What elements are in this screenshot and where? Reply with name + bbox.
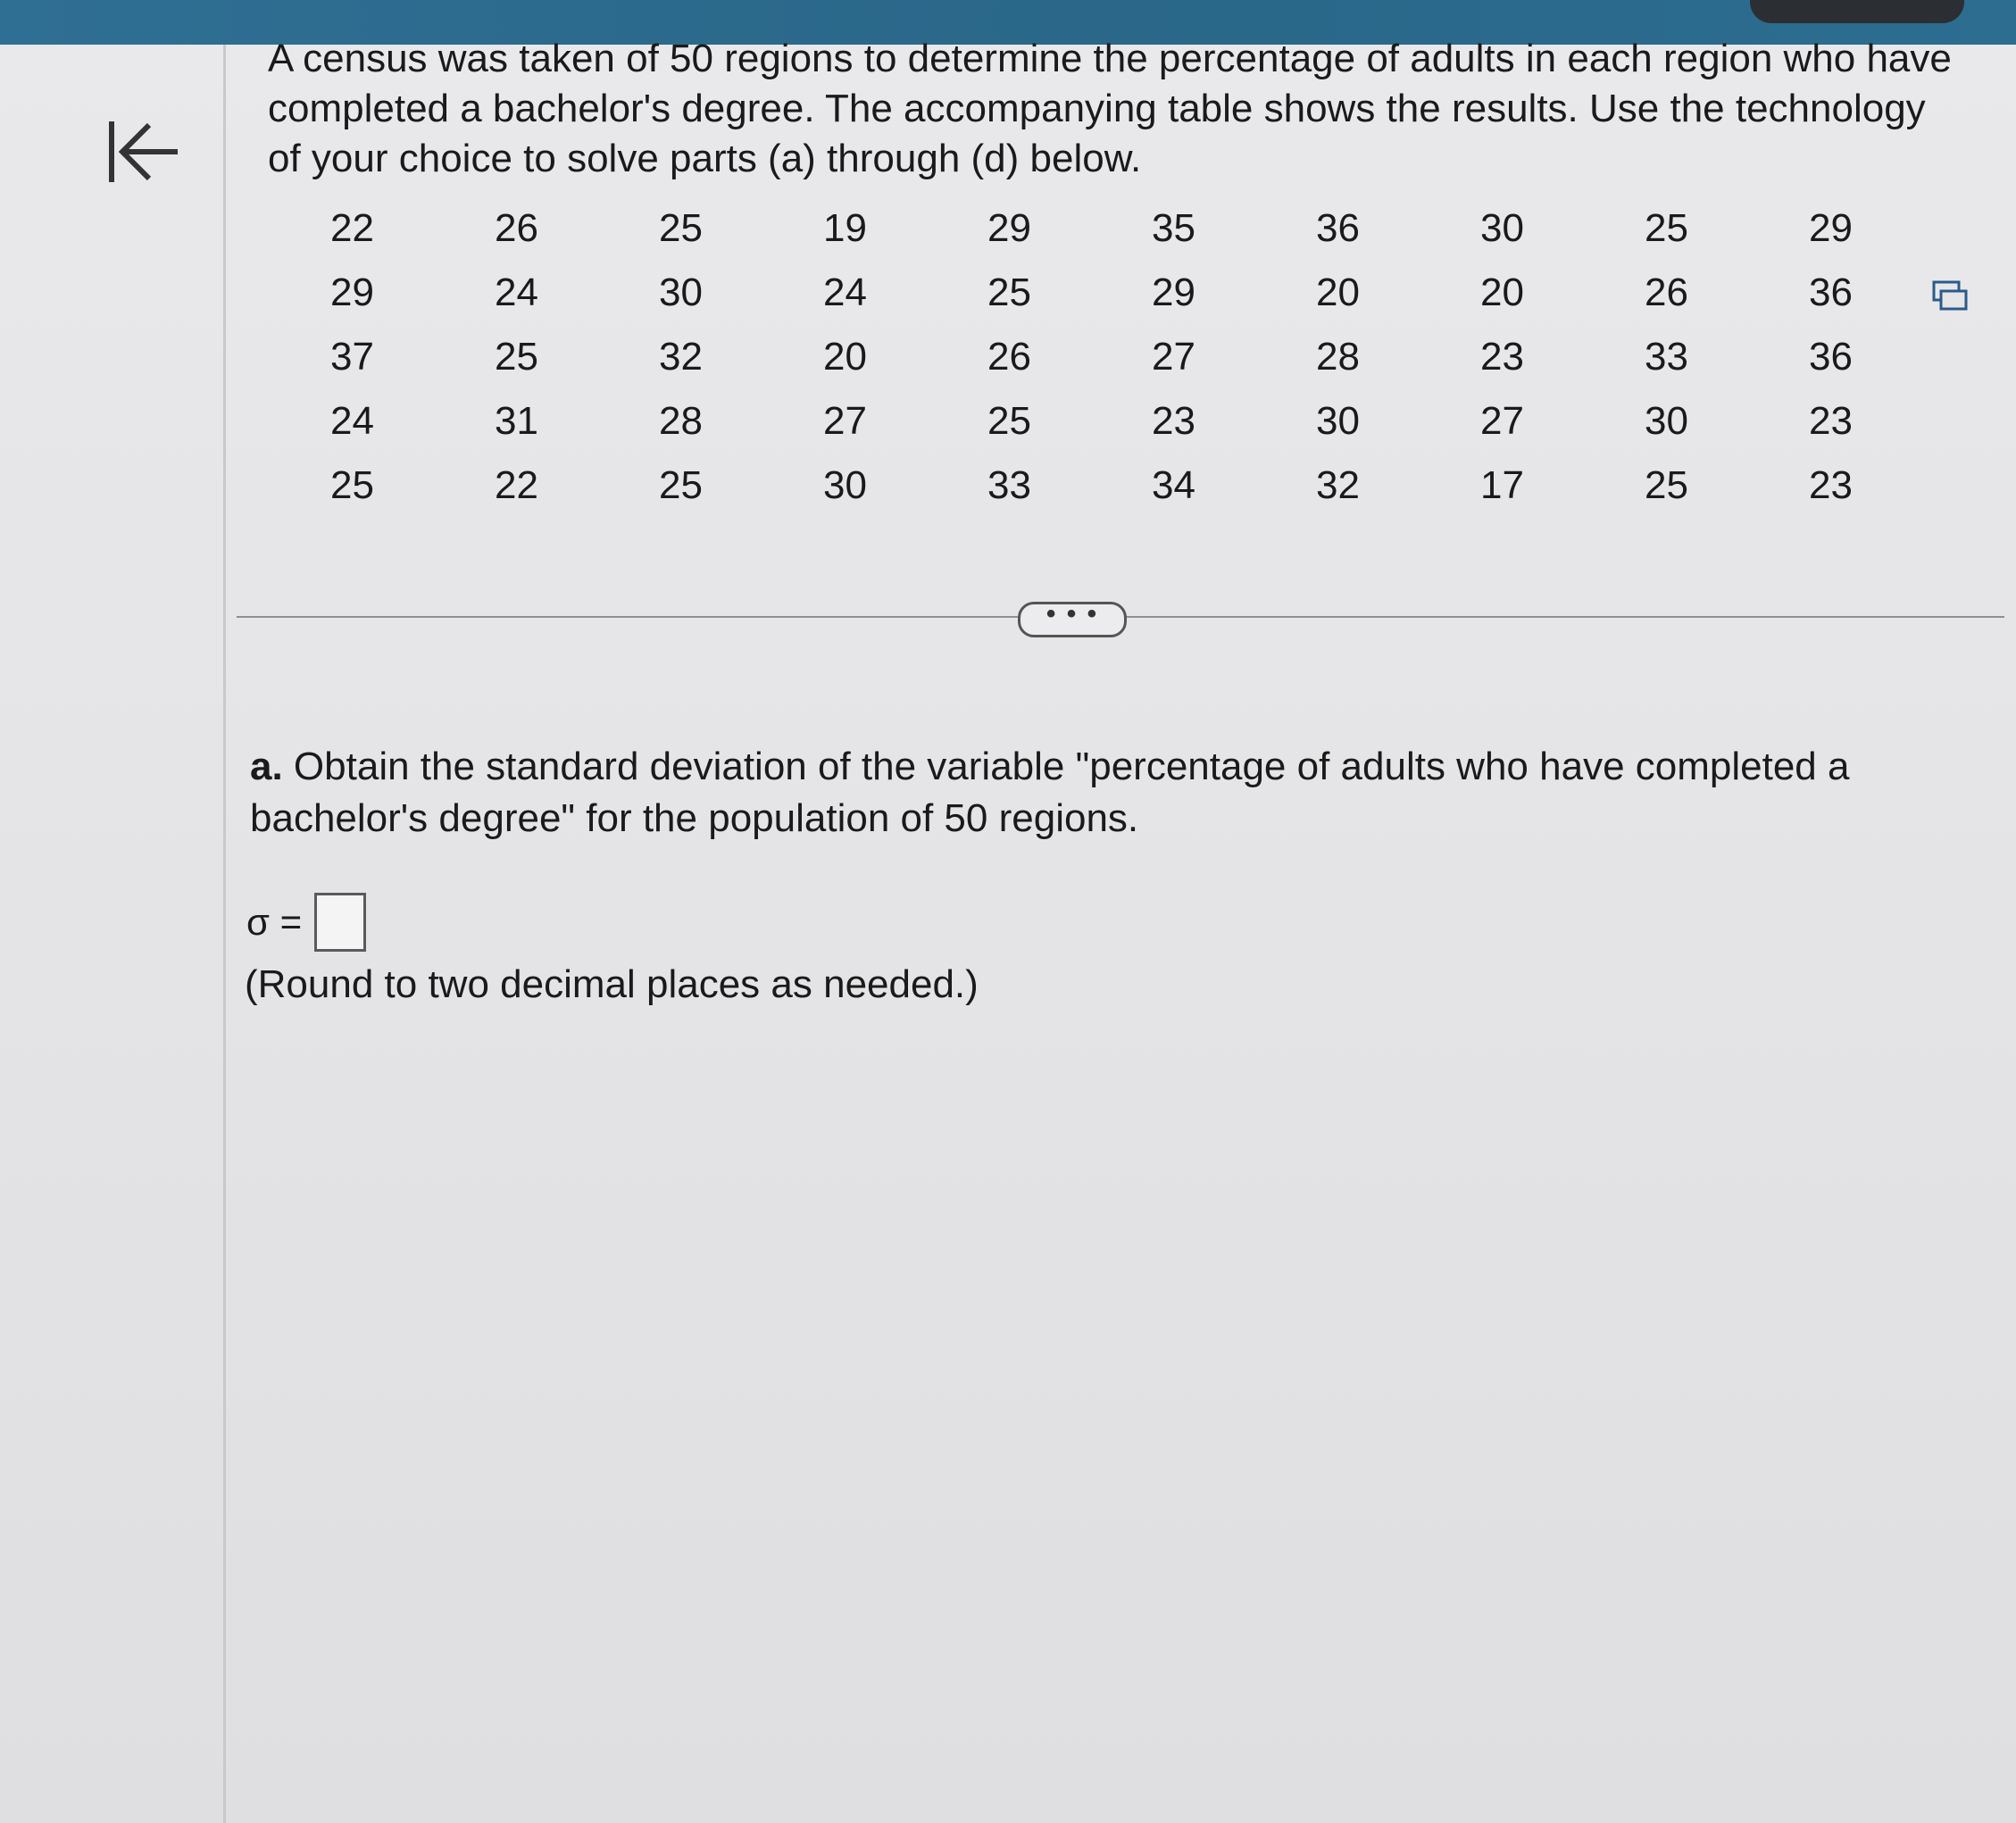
table-cell: 25 — [330, 463, 374, 507]
table-cell: 30 — [1480, 206, 1524, 250]
table-cell: 27 — [1480, 399, 1524, 443]
table-cell: 22 — [330, 206, 374, 250]
table-cell: 25 — [987, 399, 1031, 443]
table-cell: 24 — [330, 399, 374, 443]
rounding-instruction: (Round to two decimal places as needed.) — [245, 962, 979, 1006]
table-cell: 27 — [823, 399, 867, 443]
table-cell: 33 — [1645, 335, 1688, 379]
table-cell: 29 — [330, 271, 374, 314]
table-cell: 25 — [1645, 206, 1688, 250]
table-cell: 30 — [1645, 399, 1688, 443]
table-cell: 26 — [495, 206, 538, 250]
table-cell: 25 — [659, 206, 703, 250]
table-cell: 17 — [1480, 463, 1524, 507]
table-cell: 30 — [1316, 399, 1360, 443]
part-a-prompt — [250, 741, 1973, 845]
question-text: A census was taken of 50 regions to determine the percentage of adults in each region who have completed a bachelor's degree. The accompanying table shows the results. Use the technology of your choice to solve parts (a) through (d) below. — [268, 37, 1952, 180]
table-cell: 28 — [659, 399, 703, 443]
table-row — [268, 261, 1911, 325]
table-cell: 31 — [495, 399, 538, 443]
table-cell: 32 — [659, 335, 703, 379]
copy-icon[interactable] — [1930, 279, 1970, 314]
table-cell: 24 — [823, 271, 867, 314]
table-row — [268, 325, 1911, 389]
table-cell: 33 — [987, 463, 1031, 507]
table-cell: 26 — [987, 335, 1031, 379]
table-row — [268, 389, 1911, 454]
table-cell: 29 — [1809, 206, 1853, 250]
data-table — [268, 196, 1911, 518]
table-cell: 30 — [659, 271, 703, 314]
part-a-text: Obtain the standard deviation of the variable "percentage of adults who have completed a bachelor's degree" for the population of 50 regions. — [250, 745, 1850, 840]
table-cell: 36 — [1809, 335, 1853, 379]
back-to-start-button[interactable] — [98, 107, 187, 196]
table-cell: 23 — [1809, 463, 1853, 507]
table-row — [268, 454, 1911, 518]
sigma-answer-input[interactable] — [314, 893, 366, 952]
top-bar-pill — [1750, 0, 1964, 23]
table-cell: 27 — [1152, 335, 1195, 379]
table-cell: 36 — [1809, 271, 1853, 314]
table-cell: 23 — [1809, 399, 1853, 443]
table-cell: 25 — [495, 335, 538, 379]
table-cell: 34 — [1152, 463, 1195, 507]
table-cell: 32 — [1316, 463, 1360, 507]
table-cell: 37 — [330, 335, 374, 379]
table-cell: 19 — [823, 206, 867, 250]
table-cell: 25 — [1645, 463, 1688, 507]
table-cell: 35 — [1152, 206, 1195, 250]
table-cell: 29 — [1152, 271, 1195, 314]
table-cell: 22 — [495, 463, 538, 507]
expand-more-button[interactable]: • • • — [1018, 602, 1127, 637]
table-cell: 23 — [1152, 399, 1195, 443]
table-cell: 20 — [1480, 271, 1524, 314]
table-cell: 20 — [1316, 271, 1360, 314]
table-cell: 28 — [1316, 335, 1360, 379]
table-cell: 30 — [823, 463, 867, 507]
back-to-start-arrow-icon — [103, 116, 183, 187]
left-rail — [0, 45, 226, 1823]
table-row — [268, 196, 1911, 261]
table-cell: 25 — [659, 463, 703, 507]
table-cell: 24 — [495, 271, 538, 314]
table-cell: 25 — [987, 271, 1031, 314]
table-cell: 29 — [987, 206, 1031, 250]
part-a-label: a. — [250, 745, 283, 788]
sigma-label: σ = — [246, 901, 303, 943]
table-cell: 26 — [1645, 271, 1688, 314]
answer-row — [246, 893, 366, 952]
table-cell: 36 — [1316, 206, 1360, 250]
table-cell: 23 — [1480, 335, 1524, 379]
question-block — [268, 34, 1964, 184]
table-cell: 20 — [823, 335, 867, 379]
